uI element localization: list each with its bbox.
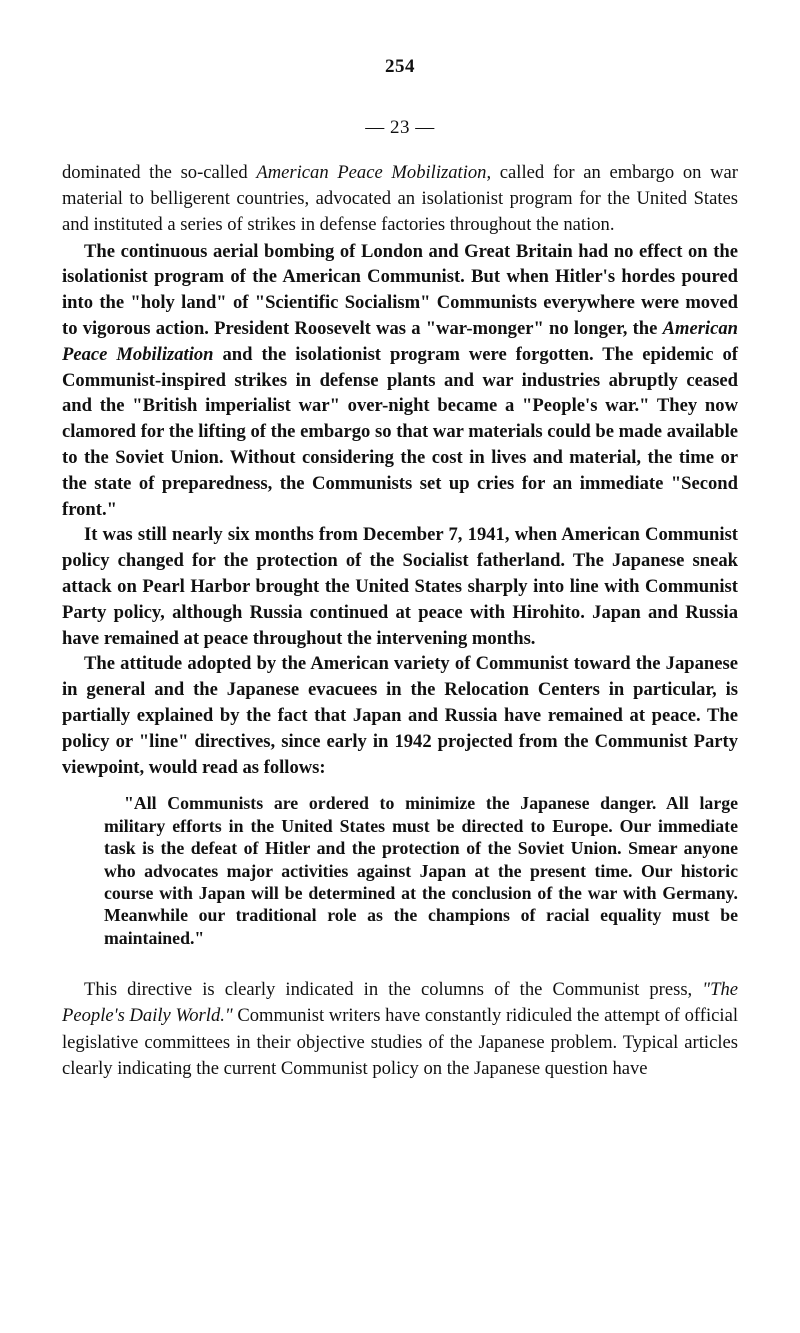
- closing-paragraph: [62, 977, 738, 1082]
- page-number: 254: [385, 56, 415, 77]
- paragraph-4: The attitude adopted by the American variety of Communist toward the Japanese in general and the Japanese evacuees in the Relocation Centers in particular, is partially explained by the fact that Japan and Russia have remained at peace. The policy or "line" directives, since early in 1942 projected from the Communist Party viewpoint, would read as follows:: [62, 653, 738, 778]
- paragraph-1-emphasis: American Peace Mobilization: [256, 162, 487, 183]
- body-text: [62, 160, 738, 1082]
- paragraph-2-end: and the isolationist program were forgotten. The epidemic of Communist-inspired strikes in defense plants and war industries abruptly ceased and the "British imperialist war" over-night became a "People's war." They now clamored for the lifting of the embargo so that war materials could be made available to the Soviet Union. Without considering the cost in lives and material, the time or the state of preparedness, the Communists set up cries for an immediate "Second front.": [62, 343, 738, 520]
- paragraph-1: [62, 160, 738, 239]
- directive-quote: "All Communists are ordered to minimize the Japanese danger. All large military efforts in the United States must be directed to Europe. Our immediate task is the defeat of Hitler and the protection of the Soviet Union. Smear anyone who advocates major activities against Japan at the present time. Our historic course with Japan will be determined at the conclusion of the war with Germany. Meanwhile our traditional role as the champions of racial equality must be maintained.": [104, 793, 738, 948]
- paragraph-2-start: The continuous aerial bombing of London and Great Britain had no effect on the isolationist program of the American Communist. But when Hitler's hordes poured into the "holy land" of "Scientific Socialism" Communists everywhere were moved to vigorous action. President Roosevelt was a "war-monger" no longer, the: [62, 240, 738, 339]
- paragraph-3: It was still nearly six months from December 7, 1941, when American Communist policy changed for the protection of the Socialist fatherland. The Japanese sneak attack on Pearl Harbor brought the United States sharply into line with Communist Party policy, although Russia continued at peace with Hirohito. Japan and Russia have remained at peace throughout the intervening months.: [62, 524, 738, 649]
- paragraph-2: [62, 239, 738, 523]
- paragraph-1-start: dominated the so-called: [62, 162, 257, 183]
- closing-paragraph-end: Communist writers have constantly ridiculed the attempt of official legislative committees in their objective studies of the Japanese problem. Typical articles clearly indicating the current Communist policy on the Japanese question have: [62, 1005, 738, 1079]
- closing-paragraph-start: This directive is clearly indicated in the columns of the Communist press,: [84, 979, 703, 1001]
- newspaper-title: "The People's Daily World.": [62, 979, 738, 1027]
- paragraph-2-emphasis: American Peace Mobilization: [62, 318, 738, 365]
- paragraph-1-end: , called for an embargo on war material to belligerent countries, advocated an isolationist program for the United States and instituted a series of strikes in defense factories throughout the nation.: [62, 162, 738, 236]
- section-number: — 23 —: [365, 117, 435, 138]
